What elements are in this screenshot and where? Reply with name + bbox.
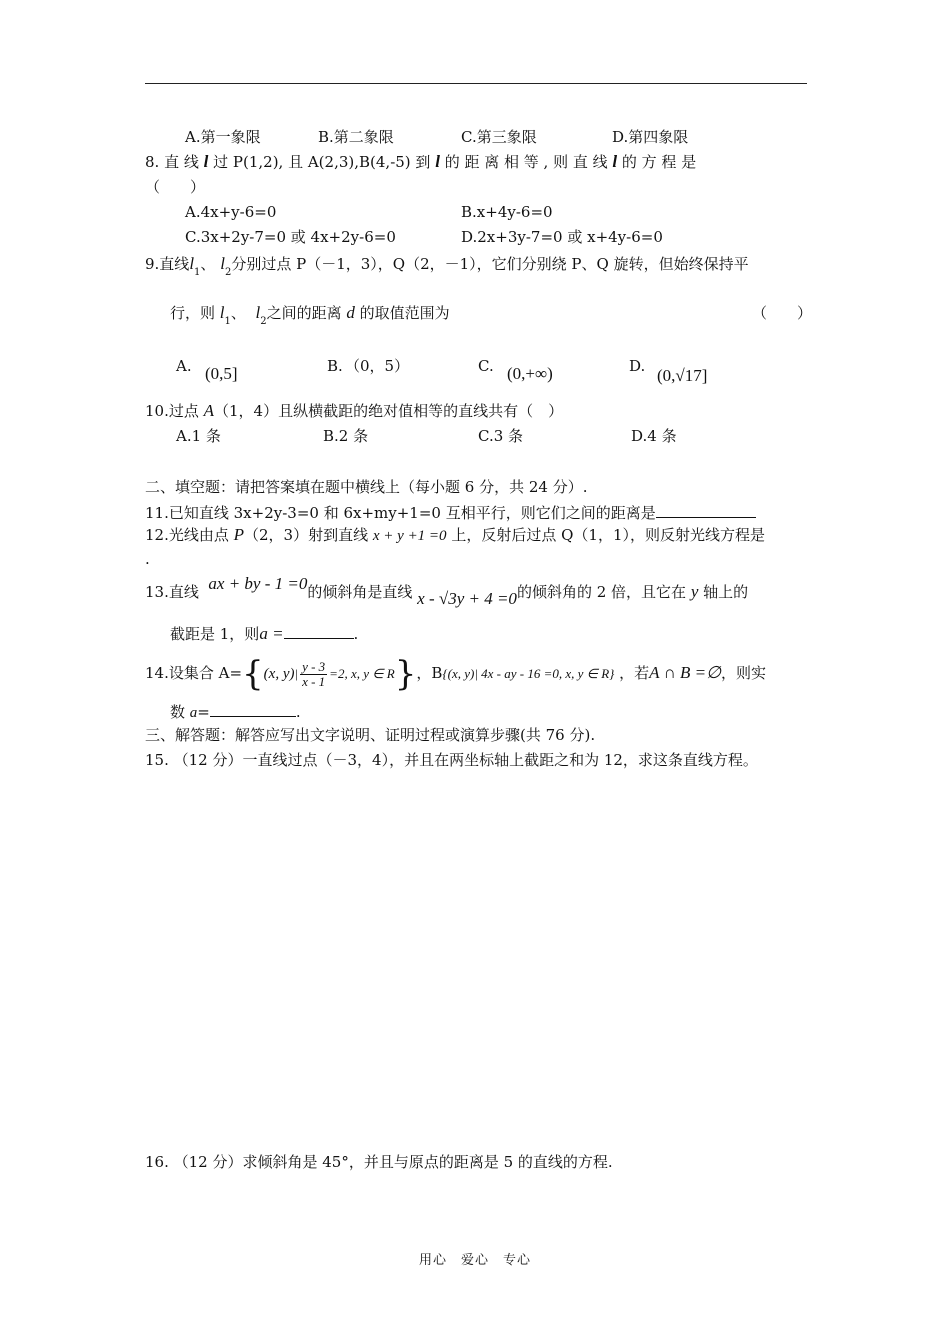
q15: 15. （12 分）一直线过点（－3，4），并且在两坐标轴上截距之和为 12，求这条直线方程。 <box>145 751 758 769</box>
section-3-heading: 三、解答题：解答应写出文字说明、证明过程或演算步骤(共 76 分). <box>145 726 596 744</box>
q16: 16. （12 分）求倾斜角是 45°，并且与原点的距离是 5 的直线的方程. <box>145 1153 613 1171</box>
q8-option-c: C.3x+2y-7=0 或 4x+2y-6=0 <box>185 228 396 246</box>
page-footer: 用心 爱心 专心 <box>418 1253 531 1268</box>
q7-option-a: A.第一象限 <box>185 128 261 146</box>
q9-option-b-label: B. <box>327 357 343 375</box>
q13-line-2: 截距是 1，则a = . <box>170 624 359 643</box>
q9-option-d-value: (0,√17] <box>657 366 708 385</box>
header-rule <box>145 83 807 84</box>
q9-option-a-value: (0,5] <box>205 364 238 383</box>
q8-stem: 8. 直 线 l 过 P(1,2), 且 A(2,3),B(4,-5) 到 l 的 距 离 相 等 , 则 直 线 l 的 方 程 是 <box>145 152 697 171</box>
q8-paren: （ ） <box>145 178 206 196</box>
q10-option-a: A.1 条 <box>176 427 221 445</box>
right-brace: } <box>394 654 417 694</box>
q8-option-b: B.x+4y-6=0 <box>461 203 553 221</box>
q11-answer-blank[interactable] <box>656 501 756 518</box>
q14-fraction: $\frac{y - 3}{x - 1}$ <box>302 658 326 689</box>
q9-stem: 9.直线$l_1$、 $l_2$分别过点 P（－1，3），Q（2，－1），它们分别绕 P、Q 旋转，但始终保持平 <box>145 254 749 278</box>
q7-option-c: C.第三象限 <box>461 128 537 146</box>
q9-option-c-value: (0,+∞) <box>507 364 553 383</box>
q7-option-d: D.第四象限 <box>612 128 689 146</box>
q11: 11.已知直线 3x+2y-3=0 和 6x+my+1=0 互相平行，则它们之间的距离是 <box>145 501 756 523</box>
q10-stem: 10.过点 A（1，4）且纵横截距的绝对值相等的直线共有（ ） <box>145 401 564 420</box>
q12: 12.光线由点 P（2，3）射到直线 x + y +1 =0 上，反射后过点 Q（1，1），则反射光线方程是 <box>145 525 765 544</box>
q10-option-d: D.4 条 <box>631 427 677 445</box>
q9-option-a-label: A. <box>176 357 192 375</box>
section-2-heading: 二、填空题：请把答案填在题中横线上（每小题 6 分，共 24 分）. <box>145 478 588 496</box>
q9-stem-2: 行，则 $l_1$、 $l_2$之间的距离 d 的取值范围为 <box>170 303 450 327</box>
left-brace: { <box>242 654 264 694</box>
q10-option-b: B.2 条 <box>323 427 369 445</box>
q14-line-2: 数 a= . <box>170 700 301 723</box>
q9-option-c-label: C. <box>478 357 494 375</box>
q9-option-b-value: （0，5） <box>345 357 410 375</box>
q13-line-1: 13.直线 ax + by - 1 =0的倾斜角是直线 x - √3y + 4 =0的倾斜角的 2 倍，且它在 y 轴上的 <box>145 574 749 608</box>
q8-option-d: D.2x+3y-7=0 或 x+4y-6=0 <box>461 228 663 246</box>
q10-option-c: C.3 条 <box>478 427 524 445</box>
q9-paren: （ ） <box>752 304 813 322</box>
q14-line-1: 14.设集合 A={(x, y)| $\frac{y - 3}{x - 1}$ =2, x, y ∈ R}，B{(x, y)| 4x - ay - 16 =0, x, y ∈ R} ，若A ∩ B =∅，则实 <box>145 654 766 694</box>
q7-option-b: B.第二象限 <box>318 128 394 146</box>
q8-option-a: A.4x+y-6=0 <box>185 203 277 221</box>
q9-option-d-label: D. <box>629 357 646 375</box>
q13-answer-blank[interactable] <box>284 622 354 639</box>
q12-end: . <box>145 550 150 568</box>
q14-answer-blank[interactable] <box>210 700 296 717</box>
